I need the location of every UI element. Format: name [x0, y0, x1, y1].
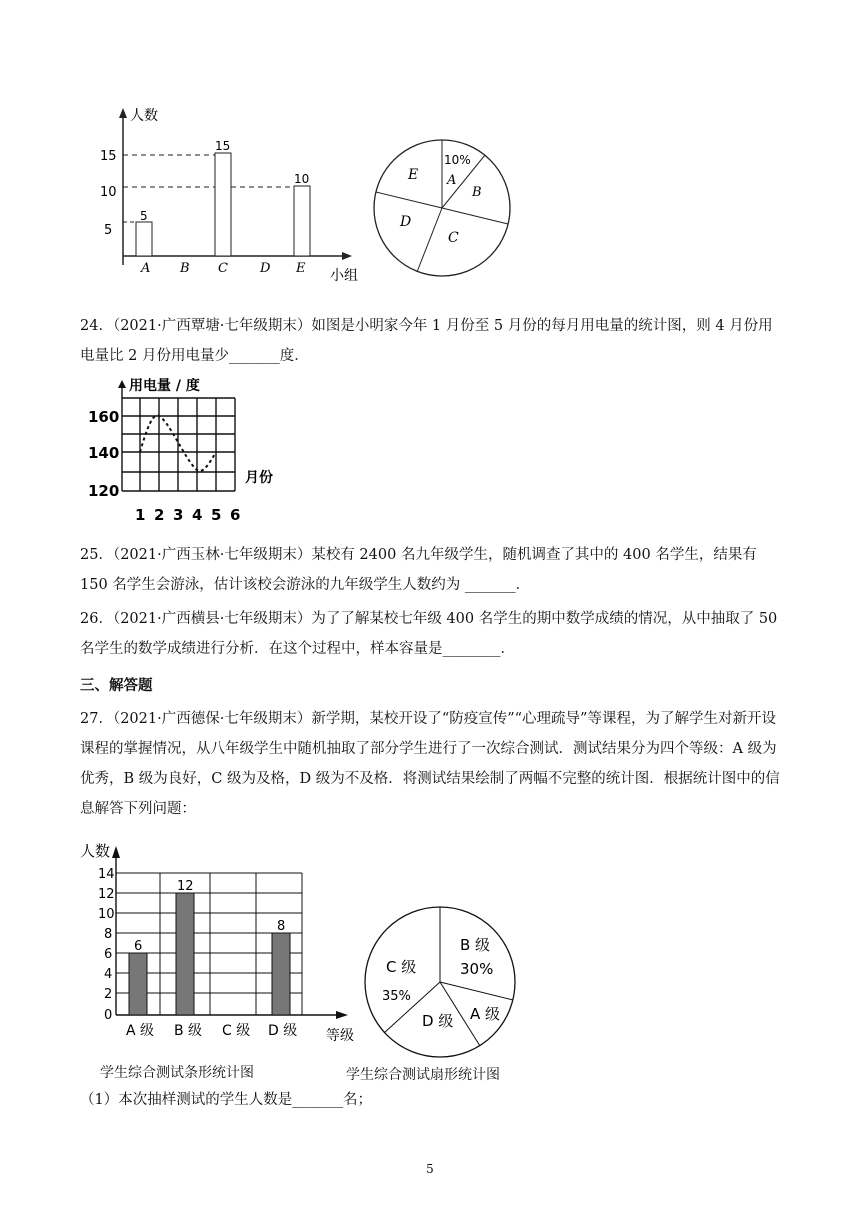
- pie-label-a: A 级: [470, 1005, 501, 1023]
- y-axis-arrow: [119, 108, 127, 118]
- x-axis-arrow: [342, 252, 352, 260]
- bar-label: 15: [215, 139, 231, 153]
- pie-percent-label: 10%: [444, 153, 471, 167]
- x-tick-label: 5: [211, 506, 222, 524]
- y-tick-label: 0: [104, 1008, 113, 1023]
- bar-a: [136, 222, 152, 256]
- x-tick-label: C: [218, 261, 228, 276]
- y-tick-label: 10: [98, 907, 115, 922]
- y-axis-label: 人数: [80, 842, 111, 860]
- y-axis-label: 用电量 / 度: [129, 378, 200, 394]
- question-27: 27．（2021·广西德保·七年级期末）新学期，某校开设了“防疫宣传”“心理疏导”等课程，为了解学生对新开设课程的掌握情况，从八年级学生中随机抽取了部分学生进行了一次综合测试．测试结果分为四个等级：A 级为优秀，B 级为良好，C 级为及格，D 级为不及格．将测试结果绘制了两幅不完整的统计图．根据统计图中的信息解答下列问题：: [80, 711, 780, 817]
- y-tick-label: 2: [104, 987, 113, 1002]
- y-tick-label: 5: [104, 223, 113, 238]
- bar-label: 8: [277, 919, 286, 934]
- bar-c: [215, 153, 231, 256]
- x-axis-label: 小组: [330, 268, 358, 284]
- y-axis-arrow: [112, 846, 120, 858]
- y-tick-label: 8: [104, 927, 113, 942]
- question-27-part-1: （1）本次抽样测试的学生人数是_______名；: [80, 1092, 372, 1108]
- y-tick-label: 120: [88, 482, 120, 500]
- x-tick-label: D 级: [268, 1023, 298, 1039]
- x-tick-label: B: [180, 261, 190, 276]
- pie-chart-caption: 学生综合测试扇形统计图: [346, 1067, 500, 1083]
- bar-d: [272, 933, 290, 1015]
- y-axis-arrow: [118, 380, 126, 388]
- y-tick-label: 4: [104, 967, 113, 982]
- question-24: 24．（2021·广西覃塘·七年级期末）如图是小明家今年 1 月份至 5 月份的每月用电量的统计图，则 4 月份用电量比 2 月份用电量少_______度．: [80, 318, 773, 364]
- y-tick-label: 6: [104, 947, 113, 962]
- bar-chart-caption: 学生综合测试条形统计图: [100, 1065, 254, 1081]
- x-tick-label: 2: [154, 506, 165, 524]
- pie-label-d: D 级: [422, 1012, 454, 1030]
- section-title: 三、解答题: [80, 678, 153, 694]
- bar-label: 12: [177, 879, 194, 894]
- bar-label: 5: [140, 209, 148, 223]
- grade-pie-chart: [360, 902, 530, 1062]
- y-tick-label: 12: [98, 887, 115, 902]
- x-tick-label: A: [141, 261, 151, 276]
- electricity-chart: [85, 378, 285, 528]
- x-tick-label: B 级: [174, 1023, 203, 1039]
- x-axis-label: 月份: [245, 470, 273, 486]
- x-axis-arrow: [336, 1011, 348, 1019]
- y-tick-label: 14: [98, 867, 115, 882]
- y-tick-label: 160: [88, 408, 120, 426]
- pie-label-e: E: [408, 167, 419, 183]
- x-tick-label: 4: [192, 506, 203, 524]
- x-tick-label: 1: [135, 506, 146, 524]
- group-bar-chart: [90, 100, 380, 290]
- bar-e: [294, 186, 310, 256]
- y-tick-label: 140: [88, 444, 120, 462]
- grid: [122, 386, 235, 491]
- pie-pct-c: 35%: [382, 989, 411, 1004]
- pie-label-c: C 级: [386, 958, 417, 976]
- grade-bar-chart: [80, 838, 390, 1048]
- pie-label-b: B: [472, 185, 482, 200]
- x-tick-label: A 级: [126, 1023, 155, 1039]
- pie-pct-b: 30%: [460, 960, 494, 978]
- y-axis-label: 人数: [130, 108, 158, 124]
- question-25: 25．（2021·广西玉林·七年级期末）某校有 2400 名九年级学生，随机调查了其中的 400 名学生，结果有 150 名学生会游泳，估计该校会游泳的九年级学生人数约为 _______．: [80, 547, 757, 593]
- pie-label-c: C: [448, 230, 459, 246]
- bar-a: [129, 953, 147, 1015]
- x-tick-label: 3: [173, 506, 184, 524]
- bar-label: 10: [294, 172, 310, 186]
- bar-b: [176, 893, 194, 1015]
- x-axis-label: 等级: [326, 1028, 354, 1044]
- pie-label-b: B 级: [460, 936, 491, 954]
- x-tick-label: E: [296, 261, 306, 276]
- y-tick-label: 10: [100, 185, 117, 200]
- bar-label: 6: [134, 939, 143, 954]
- x-tick-label: C 级: [222, 1023, 251, 1039]
- question-26: 26．（2021·广西横县·七年级期末）为了了解某校七年级 400 名学生的期中数学成绩的情况，从中抽取了 50 名学生的数学成绩进行分析．在这个过程中，样本容量是________．: [80, 611, 778, 657]
- pie-label-a: A: [447, 173, 457, 188]
- page-number: 5: [426, 1162, 434, 1176]
- group-pie-chart: [370, 134, 520, 284]
- x-tick-label: D: [260, 261, 271, 276]
- x-tick-label: 6: [230, 506, 241, 524]
- pie-label-d: D: [400, 214, 412, 230]
- y-tick-label: 15: [100, 149, 117, 164]
